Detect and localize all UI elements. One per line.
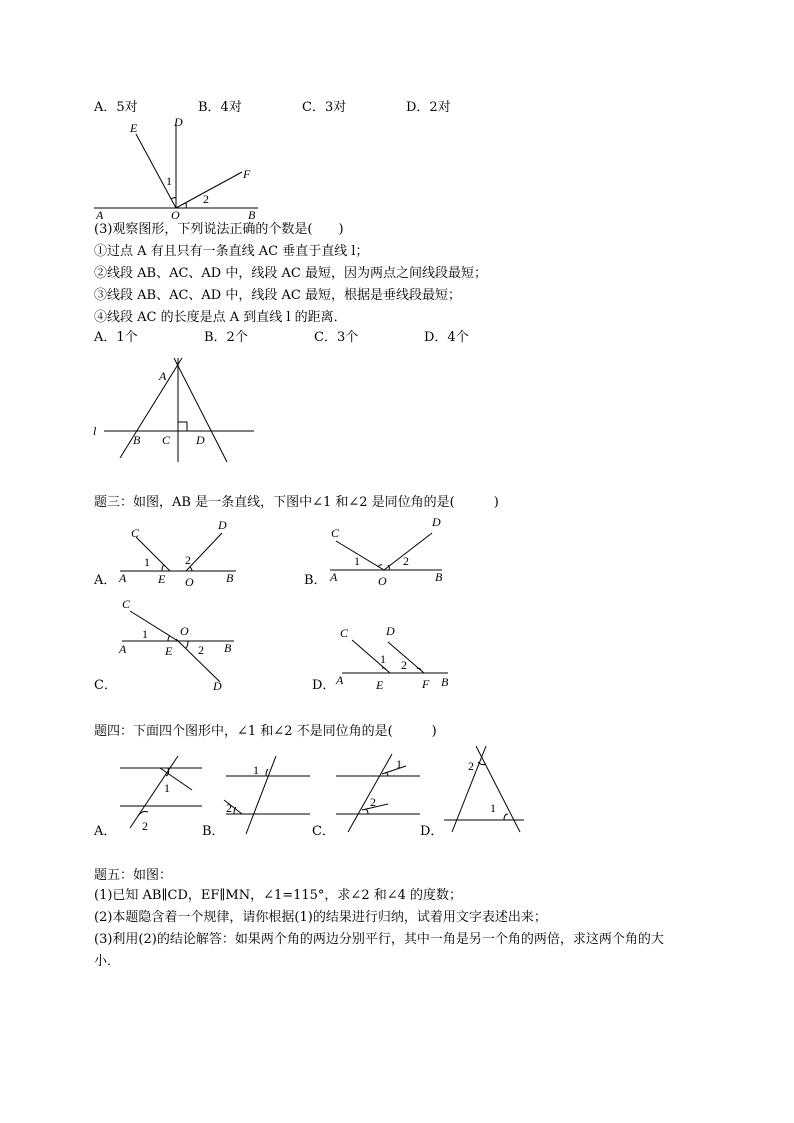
label-e: E xyxy=(165,644,173,658)
t4-figure-b xyxy=(220,748,315,838)
transversal xyxy=(246,756,276,834)
t4-figure-d xyxy=(438,740,528,838)
t3-option-a-letter: A． xyxy=(94,573,117,588)
label-1: 1 xyxy=(396,757,402,771)
ray-of xyxy=(176,172,242,208)
ray-c xyxy=(130,611,178,641)
label-o: O xyxy=(185,575,194,589)
q3-option-b: B．2个 xyxy=(204,330,248,345)
label-2: 2 xyxy=(401,658,407,672)
label-2: 2 xyxy=(403,554,409,568)
label-a: A xyxy=(336,673,344,687)
option-d: D．2对 xyxy=(406,100,451,115)
t4-stem: 题四：下面四个图形中，∠1 和∠2 不是同位角的是( ) xyxy=(94,724,437,739)
label-e: E xyxy=(376,678,384,692)
ray-oe xyxy=(136,134,176,208)
q3-option-d: D．4个 xyxy=(424,330,469,345)
arc-1 xyxy=(162,565,164,571)
label-1: 1 xyxy=(164,781,170,795)
label-1: 1 xyxy=(253,763,259,777)
arc-1 xyxy=(504,814,508,820)
label-f: F xyxy=(422,677,430,691)
t3-figure-c xyxy=(112,596,247,696)
label-b: B xyxy=(226,571,234,585)
transversal-1 xyxy=(130,756,178,828)
label-b: B xyxy=(441,675,449,689)
label-b: B xyxy=(133,433,141,447)
q3-option-c: C．3个 xyxy=(314,330,359,345)
line-ab xyxy=(120,358,182,458)
label-f: F xyxy=(243,167,251,181)
t3-option-b-letter: B． xyxy=(304,573,327,588)
arc-2 xyxy=(190,567,192,571)
label-o: O xyxy=(171,208,180,222)
arc-2 xyxy=(186,641,188,648)
t4-option-d-letter: D． xyxy=(420,824,444,839)
t4-option-c-letter: C． xyxy=(312,824,335,839)
label-d: D xyxy=(174,115,183,129)
ray-1 xyxy=(382,766,406,774)
label-c: C xyxy=(340,626,349,640)
label-2: 2 xyxy=(370,795,376,809)
label-angle-2: 2 xyxy=(203,192,209,206)
label-1: 1 xyxy=(380,652,386,666)
arc-1 xyxy=(378,565,382,567)
t5-item-2: (2)本题隐含着一个规律，请你根据(1)的结果进行归纳，试着用文字表述出来； xyxy=(94,910,547,925)
label-2: 2 xyxy=(468,759,474,773)
label-2: 2 xyxy=(142,819,148,833)
q3-item-4: ④线段 AC 的长度是点 A 到直线 l 的距离． xyxy=(94,310,347,325)
q3-item-3: ③线段 AB、AC、AD 中，线段 AC 最短，根据是垂线段最短； xyxy=(94,288,461,303)
perpendicular-figure xyxy=(90,352,260,467)
t3-stem: 题三：如图，AB 是一条直线，下图中∠1 和∠2 是同位角的是( ) xyxy=(94,495,499,510)
label-d: D xyxy=(213,679,222,693)
label-d: D xyxy=(196,433,205,447)
q3-item-1: ①过点 A 有且只有一条直线 AC 垂直于直线 l； xyxy=(94,244,369,259)
arc-2 xyxy=(185,203,186,208)
q3-item-2: ②线段 AB、AC、AD 中，线段 AC 最短，因为两点之间线段最短； xyxy=(94,266,487,281)
t4-figure-a xyxy=(112,748,207,838)
arc-1 xyxy=(382,668,386,670)
t3-figure-b xyxy=(322,513,452,588)
label-a: A xyxy=(96,208,104,222)
label-o: O xyxy=(378,574,387,588)
label-c: C xyxy=(122,597,131,611)
option-c: C．3对 xyxy=(302,100,347,115)
arc-1 xyxy=(168,636,170,641)
transversal xyxy=(348,754,392,832)
label-b: B xyxy=(435,570,443,584)
ray-od xyxy=(186,533,222,571)
label-1: 1 xyxy=(354,554,360,568)
label-a: A xyxy=(159,369,167,383)
label-l: l xyxy=(93,424,97,438)
label-1: 1 xyxy=(142,627,148,641)
arc-2 xyxy=(138,812,148,817)
t4-option-b-letter: B． xyxy=(202,824,225,839)
label-angle-1: 1 xyxy=(166,174,172,188)
label-c: C xyxy=(162,433,171,447)
arc-2 xyxy=(366,809,368,814)
t5-title: 题五：如图： xyxy=(94,868,173,883)
label-d: D xyxy=(386,624,395,638)
label-b: B xyxy=(248,208,256,222)
arc-2 xyxy=(388,565,389,570)
label-a: A xyxy=(119,571,127,585)
label-o: O xyxy=(180,624,189,638)
t4-option-a-letter: A． xyxy=(94,824,117,839)
right-angle-mark xyxy=(178,422,187,431)
t5-item-3-cont: 小． xyxy=(94,954,121,969)
label-c: C xyxy=(131,526,140,540)
label-2: 2 xyxy=(226,801,232,815)
side-right xyxy=(476,746,520,832)
arc-1 xyxy=(266,769,268,776)
label-2: 2 xyxy=(185,553,191,567)
label-2: 2 xyxy=(198,643,204,657)
label-a: A xyxy=(330,570,338,584)
t3-figure-d xyxy=(330,618,460,693)
label-d: D xyxy=(218,518,227,532)
label-a: A xyxy=(119,642,127,656)
t3-option-c-letter: C． xyxy=(94,678,117,693)
t4-figure-c xyxy=(330,748,425,838)
q3-stem: (3)观察图形，下列说法正确的个数是( ) xyxy=(94,222,344,237)
label-b: B xyxy=(224,641,232,655)
arc-1 xyxy=(171,198,176,199)
t3-figure-a xyxy=(112,515,247,590)
ray-ec xyxy=(136,537,170,571)
option-b: B．4对 xyxy=(198,100,242,115)
t5-item-3: (3)利用(2)的结论解答：如果两个角的两边分别平行，其中一角是另一个角的两倍，求这两个角的大 xyxy=(94,932,664,947)
label-e: E xyxy=(130,121,138,135)
label-1: 1 xyxy=(144,555,150,569)
label-e: E xyxy=(158,572,166,586)
angle-figure-rays xyxy=(90,112,270,222)
label-c: C xyxy=(331,526,340,540)
t3-option-d-letter: D． xyxy=(312,678,336,693)
label-1: 1 xyxy=(490,801,496,815)
option-a: A．5对 xyxy=(94,100,138,115)
label-d: D xyxy=(432,515,441,529)
ray-oc xyxy=(336,541,384,570)
t5-item-1: (1)已知 AB∥CD，EF∥MN，∠1=115°，求∠2 和∠4 的度数； xyxy=(94,888,463,903)
q3-option-a: A．1个 xyxy=(94,330,138,345)
